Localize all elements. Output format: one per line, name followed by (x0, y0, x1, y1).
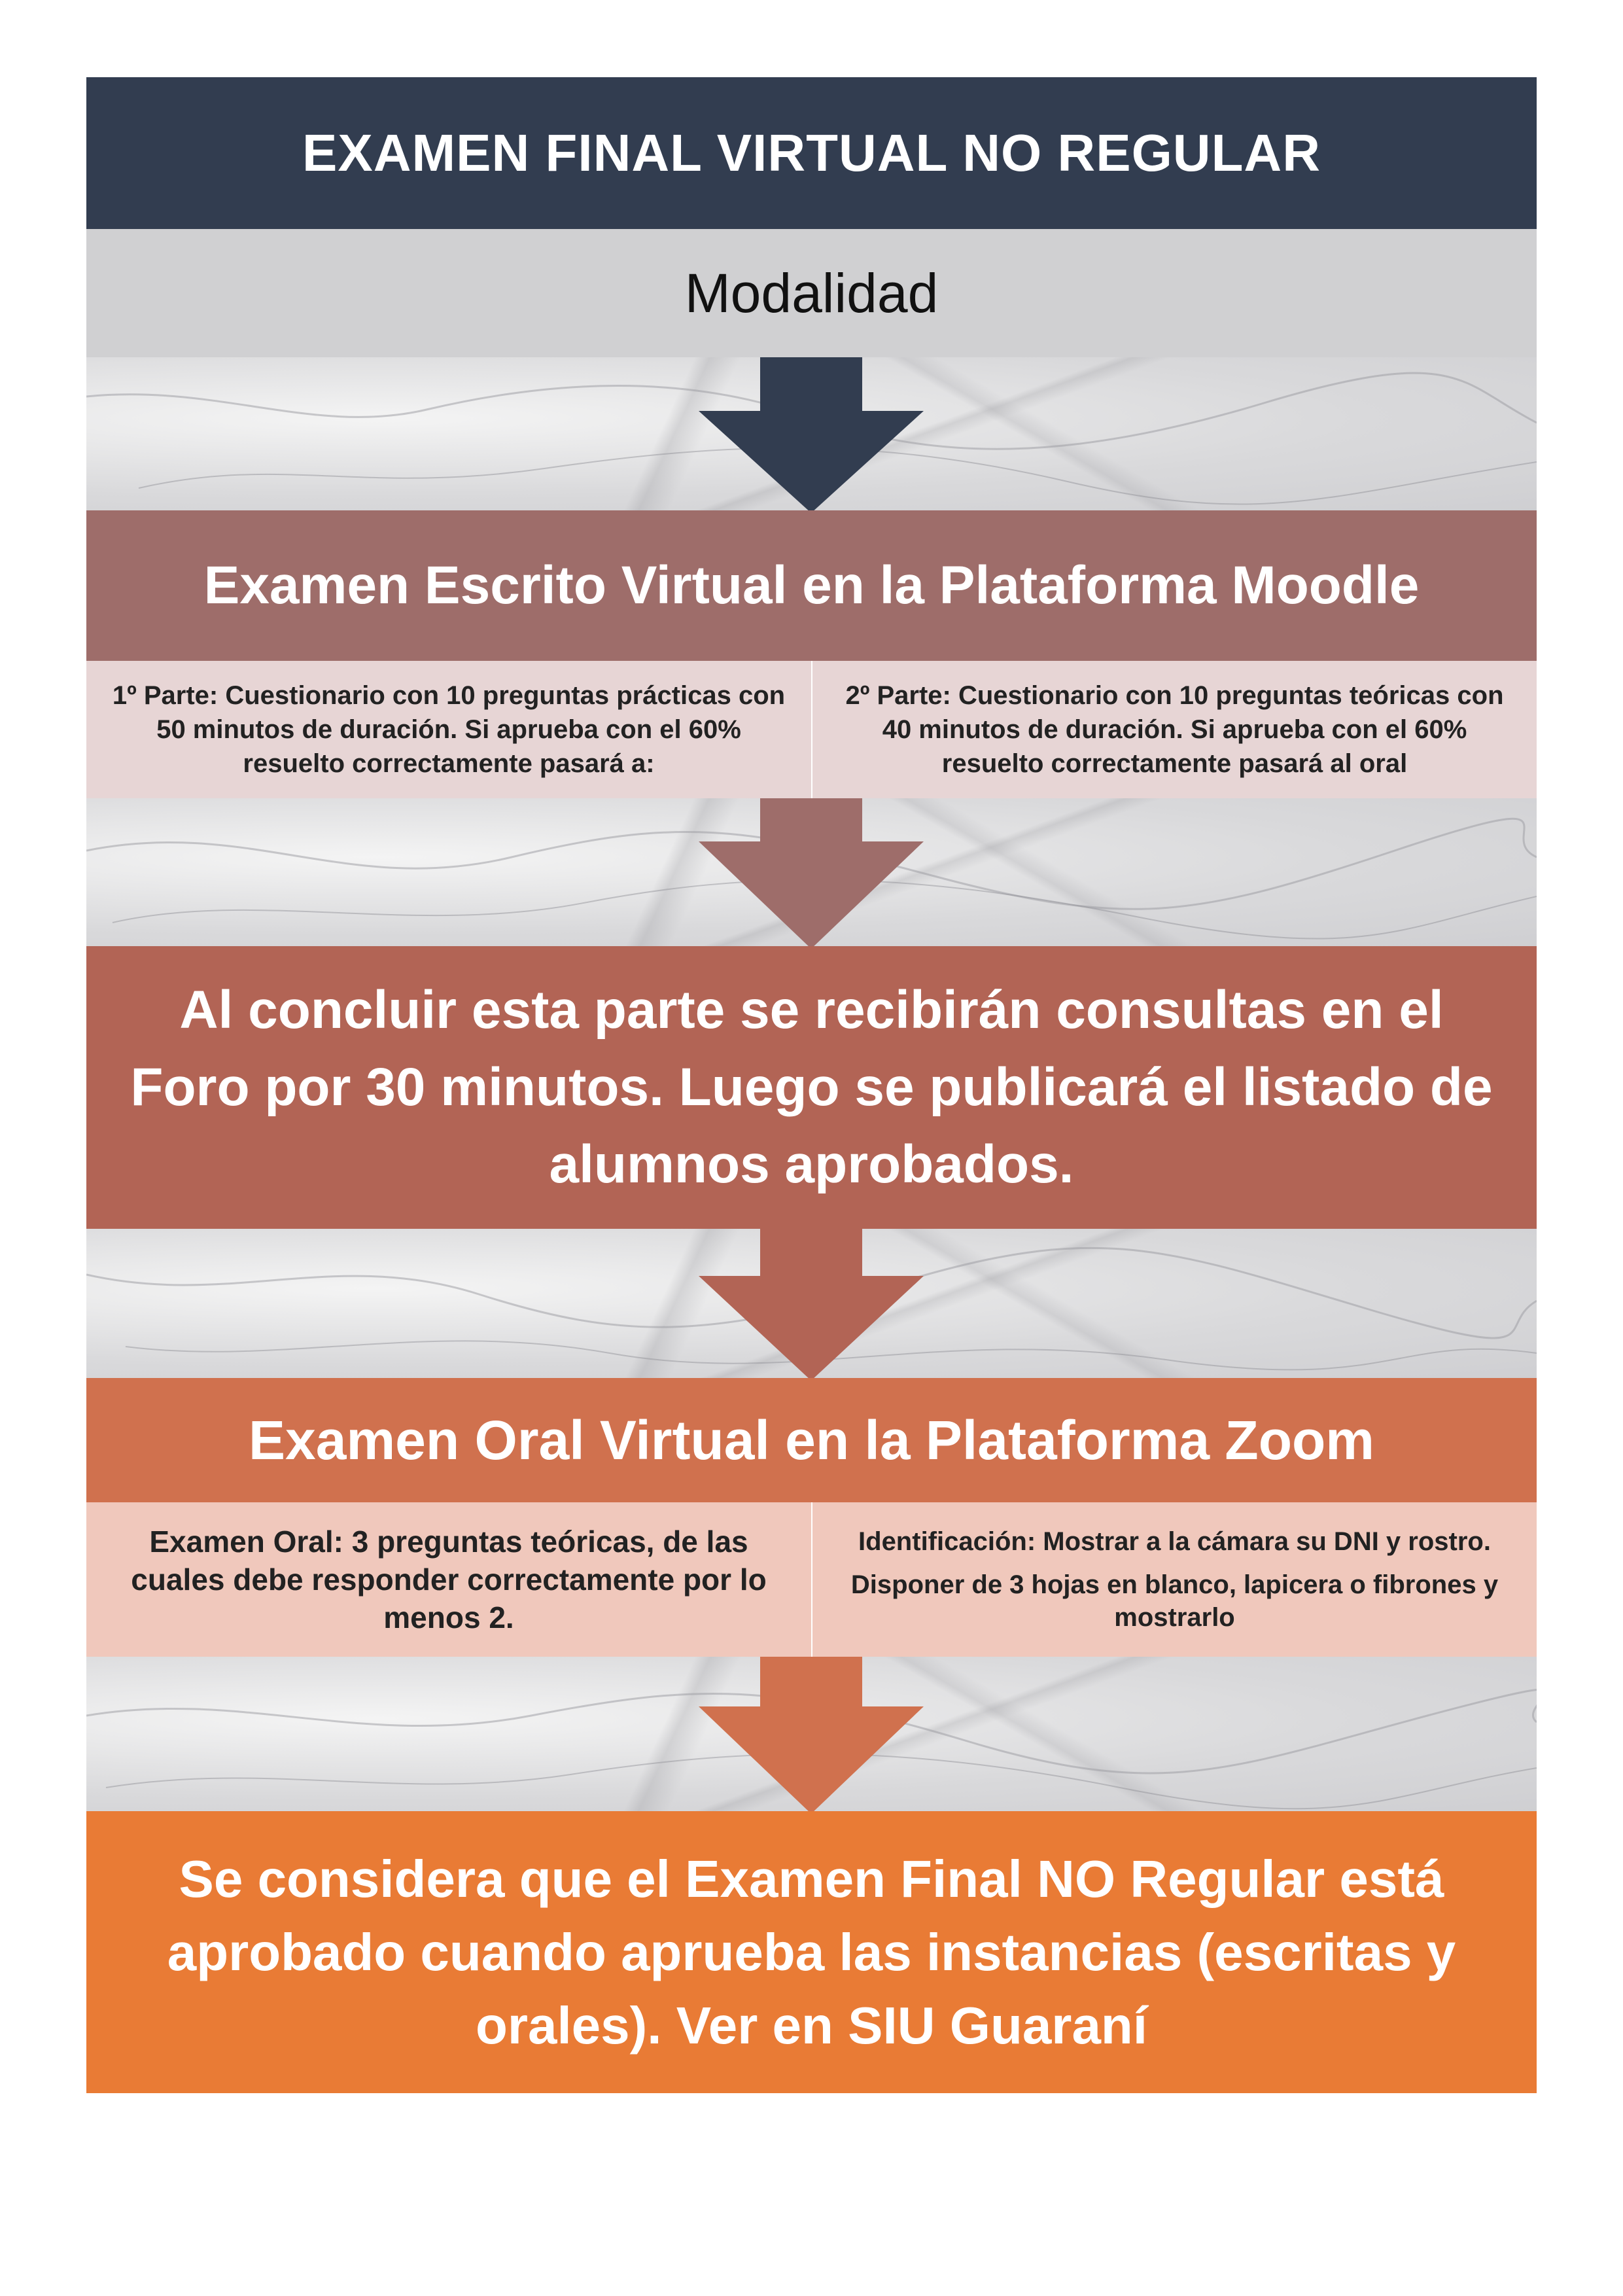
oral-title: Examen Oral Virtual en la Plataforma Zoom (86, 1378, 1537, 1502)
arrow-down-icon (699, 1657, 924, 1814)
foro-step: Al concluir esta parte se recibirán consultas en el Foro por 30 minutos. Luego se publicará el listado de alumnos aprobados. (86, 946, 1537, 1229)
modalidad-label: Modalidad (86, 229, 1537, 357)
flowchart (86, 77, 1537, 2093)
escrito-title: Examen Escrito Virtual en la Plataforma Moodle (86, 510, 1537, 661)
oral-description: Examen Oral: 3 preguntas teóricas, de las cuales debe responder correctamente por lo menos 2. (86, 1502, 811, 1657)
parte-1-description: 1º Parte: Cuestionario con 10 preguntas prácticas con 50 minutos de duración. Si aprueba con el 60% resuelto correctamente pasará a: (86, 661, 811, 798)
arrow-down-icon (699, 357, 924, 513)
arrow-down-icon (699, 798, 924, 949)
identificacion-text: Identificación: Mostrar a la cámara su DNI y rostro. (858, 1527, 1491, 1556)
parte-2-description: 2º Parte: Cuestionario con 10 preguntas teóricas con 40 minutos de duración. Si aprueba con el 60% resuelto correctamente pasará al oral (812, 661, 1537, 798)
oral-requirements (812, 1502, 1537, 1657)
arrow-down-icon (699, 1229, 924, 1381)
final-step: Se considera que el Examen Final NO Regular está aprobado cuando aprueba las instancias (escritas y orales). Ver en SIU Guaraní (86, 1811, 1537, 2093)
materiales-text: Disponer de 3 hojas en blanco, lapicera o fibrones y mostrarlo (850, 1570, 1499, 1632)
page-title: EXAMEN FINAL VIRTUAL NO REGULAR (86, 77, 1537, 229)
